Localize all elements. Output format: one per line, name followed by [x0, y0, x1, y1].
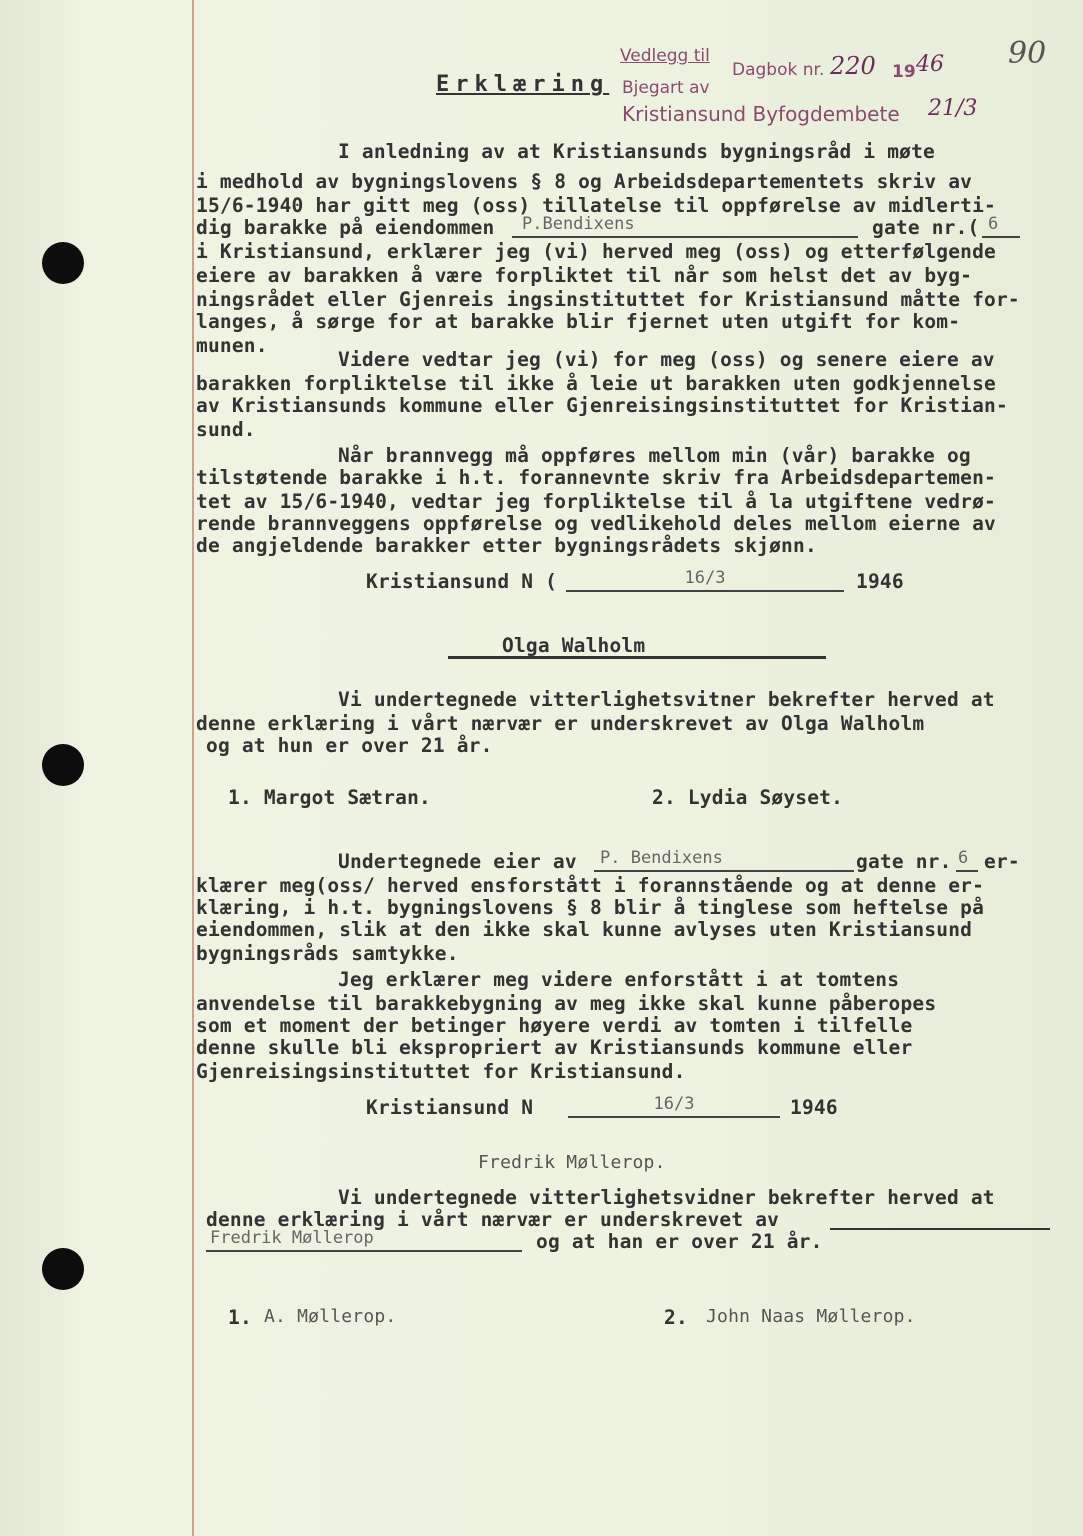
- stamp-line3: Bjegart av: [622, 78, 710, 98]
- text-line: denne erklæring i vårt nærvær er underskrevet av Olga Walholm: [196, 712, 925, 735]
- date-fill: [568, 1094, 780, 1118]
- text-line: Når brannvegg må oppføres mellom min (vår) barakke og: [338, 444, 971, 467]
- witness-name: 2. Lydia Søyset.: [652, 786, 844, 809]
- text-line: i medhold av bygningslovens § 8 og Arbeidsdepartementets skriv av: [196, 170, 973, 193]
- text-line: Gjenreisingsinstituttet for Kristiansund.: [196, 1060, 686, 1083]
- stamp-date: 21/3: [928, 96, 978, 121]
- signature-name: Fredrik Møllerop.: [478, 1152, 666, 1173]
- text-line: og at hun er over 21 år.: [206, 734, 493, 757]
- stamp-line2: Dagbok nr.: [732, 60, 825, 80]
- street-name: P.Bendixens: [522, 214, 635, 234]
- house-number-fill: [982, 214, 1020, 238]
- witness-number: 2.: [664, 1306, 688, 1329]
- witness-name: A. Møllerop.: [264, 1306, 397, 1327]
- date-fill: [566, 568, 844, 592]
- place-date-label: Kristiansund N (: [366, 570, 558, 593]
- margin-rule: [192, 0, 194, 1536]
- text-line: Vi undertegnede vitterlighetsvidner bekrefter herved at: [338, 1186, 995, 1209]
- witness-name: 1. Margot Sætran.: [228, 786, 431, 809]
- text-line: av Kristiansunds kommune eller Gjenreisingsinstituttet for Kristian-: [196, 394, 1008, 417]
- stamp-line1: Vedlegg til: [620, 46, 710, 66]
- page-number: 90: [1008, 36, 1047, 71]
- witness-name: John Naas Møllerop.: [706, 1306, 916, 1327]
- text-line: 15/6-1940 har gitt meg (oss) tillatelse til oppførelse av midlerti-: [196, 194, 996, 217]
- signature-name: Olga Walholm: [502, 634, 646, 657]
- punch-hole: [42, 744, 84, 786]
- witness-name-fill: [206, 1228, 522, 1252]
- text-line: klærer meg(oss/ herved ensforstått i forannstående og at denne er-: [196, 874, 985, 897]
- text-line: i Kristiansund, erklærer jeg (vi) herved meg (oss) og etterfølgende: [196, 240, 996, 263]
- text-line: Videre vedtar jeg (vi) for meg (oss) og senere eiere av: [338, 348, 995, 371]
- text-line: tet av 15/6-1940, vedtar jeg forpliktelse til å la utgiftene vedrø-: [196, 490, 996, 513]
- punch-hole: [42, 1248, 84, 1290]
- text-line: Undertegnede eier av: [338, 850, 577, 873]
- text-line: munen.: [196, 334, 268, 357]
- text-line: anvendelse til barakkebygning av meg ikke skal kunne påberopes: [196, 992, 937, 1015]
- street-fill: [512, 214, 858, 238]
- witness-number: 1.: [228, 1306, 252, 1329]
- date-value: 16/3: [653, 1094, 695, 1114]
- text-line: eiere av barakken å være forpliktet til når som helst det av byg-: [196, 264, 973, 287]
- house-number-fill: [956, 848, 978, 872]
- punch-hole: [42, 242, 84, 284]
- signature-line: [448, 656, 826, 659]
- stamp-year: 46: [916, 52, 944, 77]
- text-line: denne erklæring i vårt nærvær er underskrevet av: [206, 1208, 780, 1231]
- text-line: eiendommen, slik at den ikke skal kunne avlyses uten Kristiansund: [196, 918, 973, 941]
- stamp-year-prefix: 19: [892, 62, 916, 82]
- text-line: gate nr.(: [872, 216, 980, 239]
- text-line: er-: [984, 850, 1020, 873]
- document-title: Erklæring: [436, 72, 610, 97]
- witnessed-person: Fredrik Møllerop: [210, 1228, 374, 1248]
- text-line: I anledning av at Kristiansunds bygningsråd i møte: [338, 140, 935, 163]
- text-line: Jeg erklærer meg videre enforstått i at tomtens: [338, 968, 900, 991]
- text-line: denne skulle bli ekspropriert av Kristiansunds kommune eller: [196, 1036, 913, 1059]
- text-line: bygningsråds samtykke.: [196, 942, 459, 965]
- text-line: langes, å sørge for at barakke blir fjernet uten utgift for kom-: [196, 310, 961, 333]
- text-line: gate nr.: [856, 850, 952, 873]
- text-line: klæring, i h.t. bygningslovens § 8 blir å tinglese som heftelse på: [196, 896, 985, 919]
- stamp-line4: Kristiansund Byfogdembete: [622, 102, 900, 126]
- text-line: og at han er over 21 år.: [536, 1230, 823, 1253]
- text-line: Vi undertegnede vitterlighetsvitner bekrefter herved at: [338, 688, 995, 711]
- blank-line: [830, 1228, 1050, 1230]
- text-line: rende brannveggens oppførelse og vedlikehold deles mellom eierne av: [196, 512, 996, 535]
- date-value: 16/3: [684, 568, 726, 588]
- street-name: P. Bendixens: [600, 848, 723, 868]
- text-line: ningsrådet eller Gjenreis ingsinstituttet for Kristiansund måtte for-: [196, 288, 1020, 311]
- year-value: 1946: [790, 1096, 838, 1119]
- text-line: tilstøtende barakke i h.t. forannevnte skriv fra Arbeidsdepartemen-: [196, 466, 996, 489]
- house-number: 6: [988, 214, 999, 234]
- year-value: 1946: [856, 570, 904, 593]
- text-line: barakken forpliktelse til ikke å leie ut barakken uten godkjennelse: [196, 372, 996, 395]
- text-line: sund.: [196, 418, 256, 441]
- house-number: 6: [958, 848, 969, 868]
- text-line: dig barakke på eiendommen: [196, 216, 495, 239]
- place-date-label: Kristiansund N: [366, 1096, 534, 1119]
- street-fill: [594, 848, 854, 872]
- text-line: som et moment der betinger høyere verdi av tomten i tilfelle: [196, 1014, 913, 1037]
- stamp-dagbok-number: 220: [830, 52, 876, 80]
- text-line: de angjeldende barakker etter bygningsrådets skjønn.: [196, 534, 817, 557]
